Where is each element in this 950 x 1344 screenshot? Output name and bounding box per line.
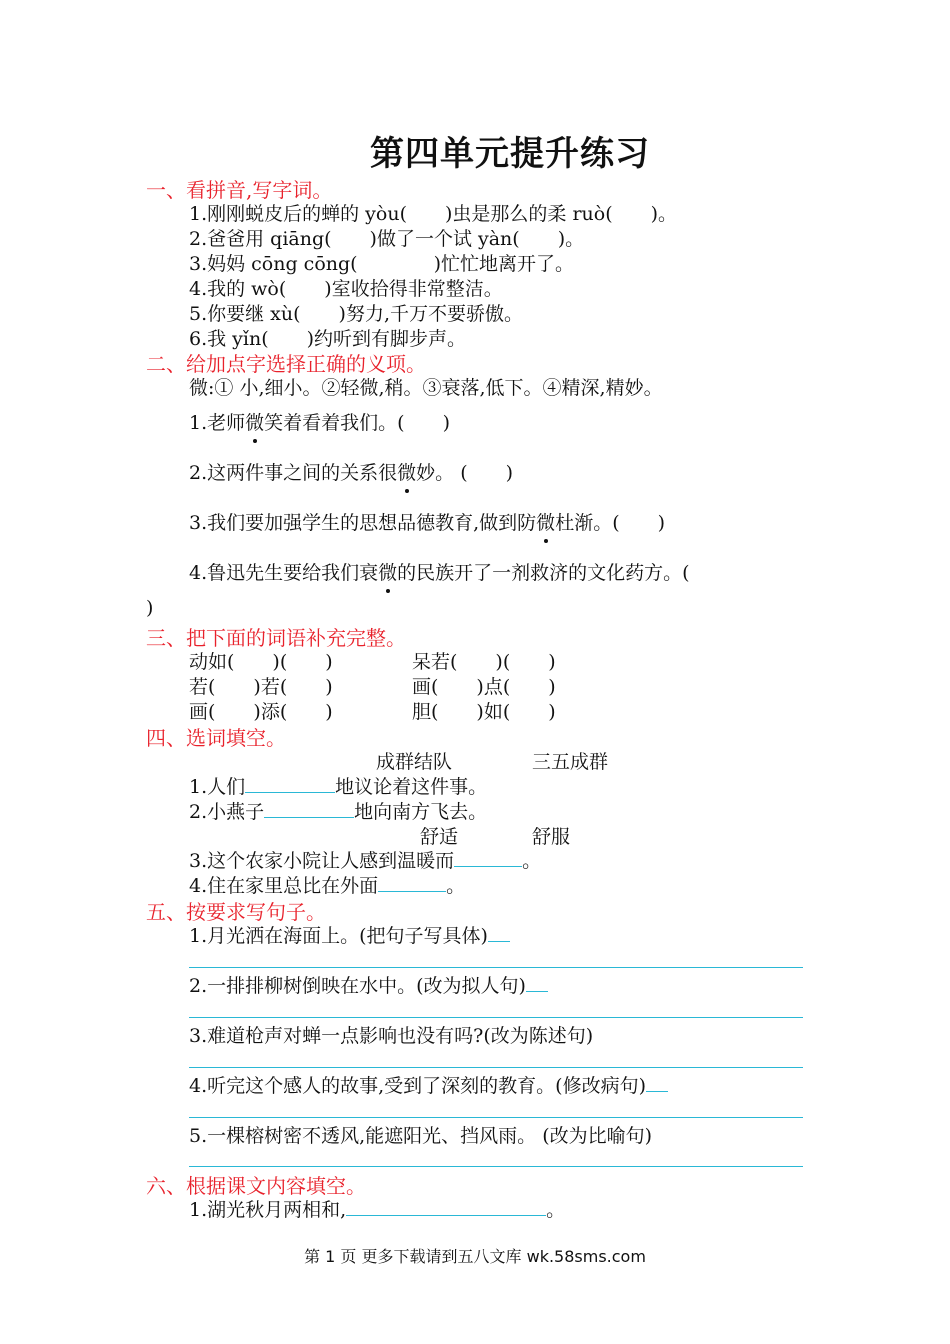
answer-line[interactable] — [189, 1117, 803, 1118]
s3-row-2-a: 若( )若( ) — [189, 676, 333, 698]
s2-item-1: 1.老师微笑着看着我们。( ) — [189, 408, 450, 435]
emphasis-dot-char: 微 — [245, 408, 264, 435]
answer-line[interactable] — [189, 1017, 803, 1018]
section-3-heading: 三、把下面的词语补充完整。 — [146, 626, 406, 650]
s4-item-2: 2.小燕子 地向南方飞去。 — [189, 801, 488, 823]
answer-line[interactable] — [189, 1166, 803, 1167]
emphasis-dot-char: 微 — [397, 458, 416, 485]
s2-item-4: 4.鲁迅先生要给我们衰微的民族开了一剂救济的文化药方。( — [189, 558, 690, 585]
page-footer: 第 1 页 更多下载请到五八文库 wk.58sms.com — [304, 1247, 646, 1266]
s2-definition: 微:① 小,细小。②轻微,稍。③衰落,低下。④精深,精妙。 — [189, 377, 663, 399]
answer-blank[interactable] — [378, 873, 446, 892]
s4-word-option-4: 舒服 — [532, 826, 571, 848]
s1-item-3: 3.妈妈 cōng cōng( )忙忙地离开了。 — [189, 253, 574, 275]
answer-blank[interactable] — [264, 799, 354, 818]
answer-blank[interactable] — [526, 973, 548, 992]
answer-blank[interactable] — [346, 1197, 546, 1216]
s1-item-6: 6.我 yǐn( )约听到有脚步声。 — [189, 328, 467, 350]
s3-row-3-a: 画( )添( ) — [189, 701, 333, 723]
s1-item-5: 5.你要继 xù( )努力,千万不要骄傲。 — [189, 303, 523, 325]
s1-item-4: 4.我的 wò( )室收拾得非常整洁。 — [189, 278, 503, 300]
section-5-heading: 五、按要求写句子。 — [146, 900, 326, 924]
s6-item-1: 1.湖光秋月两相和, 。 — [189, 1199, 566, 1221]
s3-row-2-b: 画( )点( ) — [412, 676, 556, 698]
answer-blank[interactable] — [454, 848, 522, 867]
s3-row-1-b: 呆若( )( ) — [412, 651, 556, 673]
answer-line[interactable] — [189, 967, 803, 968]
s5-item-4: 4.听完这个感人的故事,受到了深刻的教育。(修改病句) — [189, 1071, 668, 1098]
answer-blank[interactable] — [646, 1073, 668, 1092]
s2-item-2: 2.这两件事之间的关系很微妙。 ( ) — [189, 458, 513, 485]
section-6-heading: 六、根据课文内容填空。 — [146, 1174, 366, 1198]
s4-item-4: 4.住在家里总比在外面 。 — [189, 875, 466, 897]
s4-word-option-1: 成群结队 — [376, 751, 453, 773]
s2-item-3: 3.我们要加强学生的思想品德教育,做到防微杜渐。( ) — [189, 508, 665, 535]
emphasis-dot-char: 微 — [536, 508, 555, 535]
s5-item-2: 2.一排排柳树倒映在水中。(改为拟人句) — [189, 971, 548, 998]
s5-item-3: 3.难道枪声对蝉一点影响也没有吗?(改为陈述句) — [189, 1025, 594, 1047]
s3-row-1-a: 动如( )( ) — [189, 651, 333, 673]
page-title: 第四单元提升练习 — [370, 134, 650, 174]
answer-blank[interactable] — [488, 923, 510, 942]
s3-row-3-b: 胆( )如( ) — [412, 701, 556, 723]
answer-blank[interactable] — [245, 774, 335, 793]
section-4-heading: 四、选词填空。 — [146, 726, 286, 750]
s2-item-4-wrap: ) — [146, 597, 154, 619]
section-1-heading: 一、看拼音,写字词。 — [146, 178, 333, 202]
s4-word-option-3: 舒适 — [420, 826, 459, 848]
s5-item-1: 1.月光洒在海面上。(把句子写具体) — [189, 921, 510, 948]
emphasis-dot-char: 微 — [378, 558, 397, 585]
s5-item-5: 5.一棵榕树密不透风,能遮阳光、挡风雨。 (改为比喻句) — [189, 1125, 653, 1147]
s4-item-3: 3.这个农家小院让人感到温暖而 。 — [189, 850, 542, 872]
s4-word-option-2: 三五成群 — [532, 751, 609, 773]
s1-item-1: 1.刚刚蜕皮后的蝉的 yòu( )虫是那么的柔 ruò( )。 — [189, 203, 678, 225]
section-2-heading: 二、给加点字选择正确的义项。 — [146, 352, 426, 376]
s4-item-1: 1.人们 地议论着这件事。 — [189, 776, 488, 798]
s1-item-2: 2.爸爸用 qiāng( )做了一个试 yàn( )。 — [189, 228, 585, 250]
answer-line[interactable] — [189, 1067, 803, 1068]
